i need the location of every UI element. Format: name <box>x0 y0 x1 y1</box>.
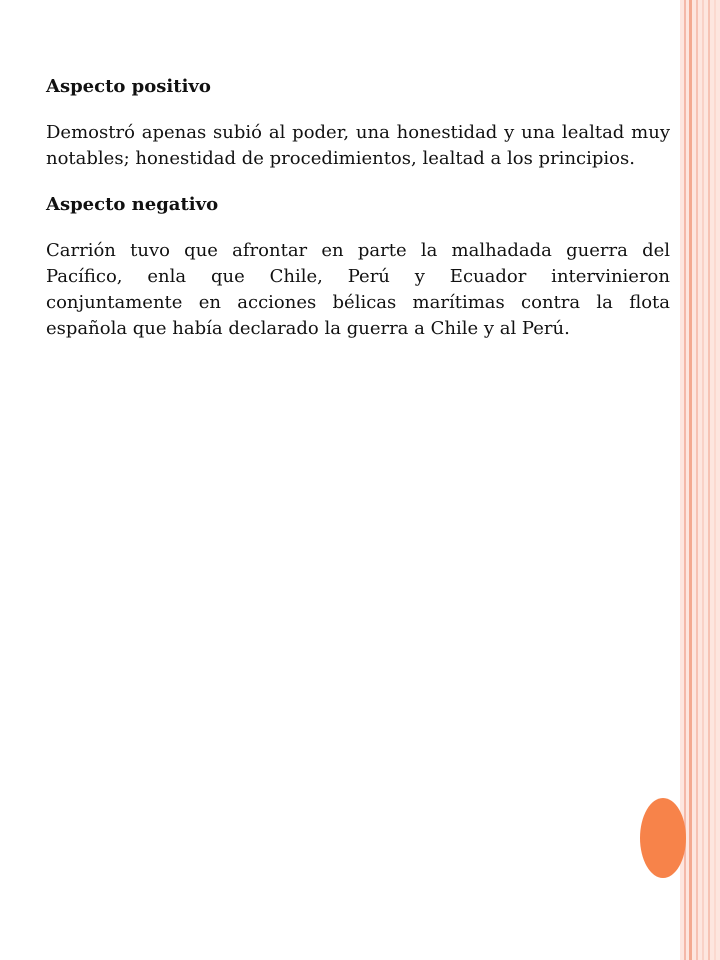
section-body-positive: Demostró apenas subió al poder, una honestidad y una lealtad muy notables; honestidad de procedimientos, lealtad a los principios. <box>46 122 670 169</box>
decorative-orange-oval <box>640 798 686 878</box>
right-border-line <box>689 0 692 960</box>
slide-content <box>46 74 670 362</box>
right-border-line <box>702 0 704 960</box>
section-heading-positive: Aspecto positivo <box>46 76 211 97</box>
right-border-line <box>696 0 698 960</box>
section-body-negative: Carrión tuvo que afrontar en parte la malhadada guerra del Pacífico, enla que Chile, Perú y Ecuador intervinieron conjuntamente en acciones bélicas marítimas contra la flota española que había declarado la guerra a Chile y al Perú. <box>46 240 670 339</box>
right-border-line <box>714 0 716 960</box>
right-border-line <box>708 0 710 960</box>
right-border-line <box>684 0 686 960</box>
section-heading-negative: Aspecto negativo <box>46 194 219 215</box>
